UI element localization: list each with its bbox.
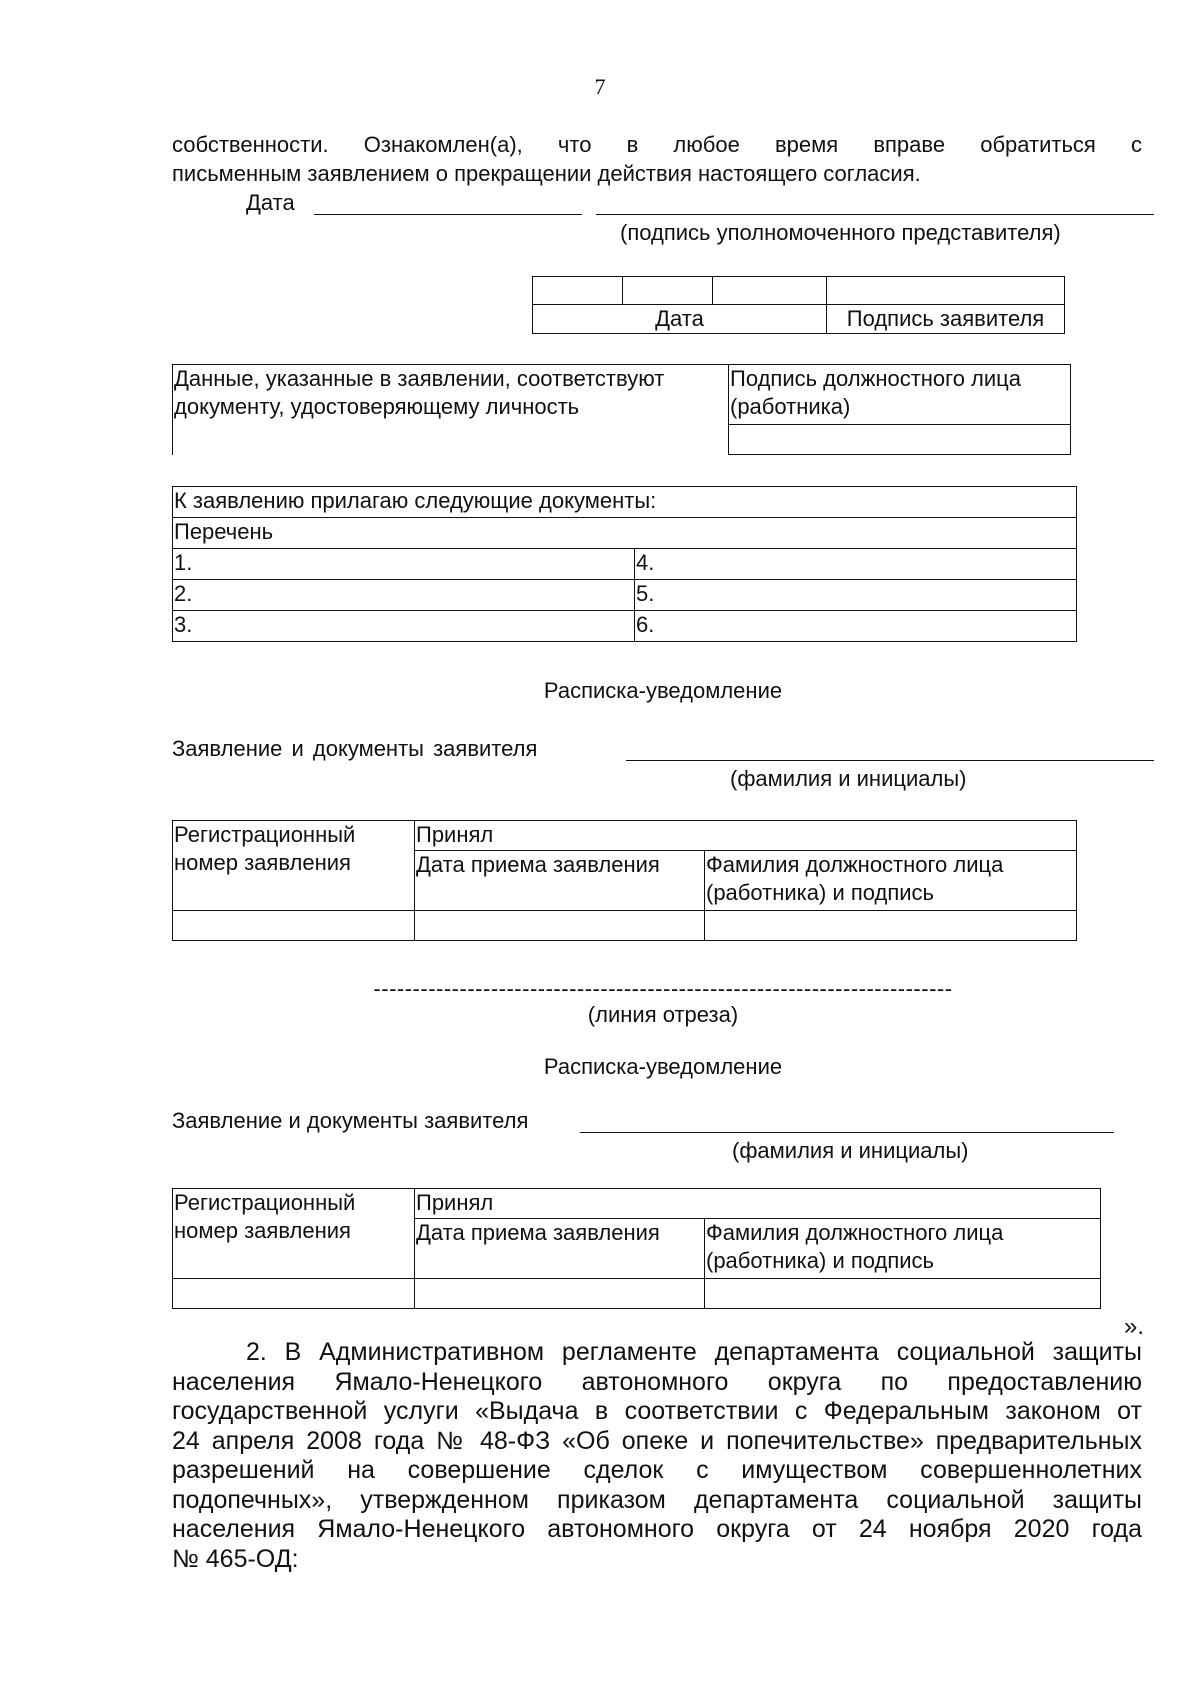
receipt-1-reg-number-line-1: Регистрационный: [174, 822, 356, 847]
receipt-1-official-line-1: Фамилия должностного лица: [706, 852, 1004, 877]
document-item-6[interactable]: 6.: [635, 611, 1077, 642]
paragraph-2-line-2: населения Ямало-Ненецкого автономного округа по предоставлению: [172, 1367, 1142, 1396]
date-line[interactable]: [314, 214, 582, 215]
documents-header-cell: К заявлению прилагаю следующие документы:: [173, 487, 1077, 518]
paragraph-2-line-4: 24 апреля 2008 года № 48-ФЗ «Об опеке и попечительстве» предварительных: [172, 1426, 1142, 1455]
receipt-2-reg-number-label-cell: [173, 1189, 415, 1279]
receipt-2-table: [172, 1188, 1101, 1309]
receipt-1-title: Расписка-уведомление: [543, 678, 783, 703]
cut-line-dashes: --------------------------------------------------------------------------: [373, 976, 953, 1001]
paragraph-2-line-6: подопечных», утвержденном приказом департамента социальной защиты: [172, 1485, 1142, 1514]
page-number: 7: [594, 74, 606, 99]
receipt-2-reg-number-cell[interactable]: [173, 1279, 415, 1309]
official-signature-line-2: (работника): [730, 394, 851, 419]
date-year-cell[interactable]: [713, 277, 827, 305]
receipt-2-accepted-cell: Принял: [415, 1189, 1101, 1219]
receipt-2-name-line[interactable]: [580, 1132, 1114, 1133]
receipt-2-date-cell[interactable]: [415, 1279, 705, 1309]
receipt-1-reg-number-label-cell: [173, 821, 415, 911]
date-label: Дата: [246, 190, 295, 215]
paragraph-2-line-5: разрешений на совершение сделок с имуществом совершеннолетних: [172, 1456, 1142, 1484]
receipt-1-date-cell[interactable]: [415, 911, 705, 941]
attached-documents-table: [172, 486, 1077, 642]
official-signature-label-cell: [729, 365, 1071, 425]
date-caption-cell: Дата: [533, 305, 827, 334]
receipt-1-reg-number-cell[interactable]: [173, 911, 415, 941]
receipt-2-reg-number-line-1: Регистрационный: [174, 1190, 356, 1215]
paragraph-2-line-1: 2. В Административном регламенте департамента социальной защиты: [246, 1338, 1142, 1366]
receipt-1-accepted-cell: Принял: [415, 821, 1077, 851]
receipt-1-official-label-cell: [705, 851, 1077, 911]
document-item-2[interactable]: 2.: [173, 580, 635, 611]
receipt-2-official-cell[interactable]: [705, 1279, 1101, 1309]
official-signature-cell[interactable]: [729, 425, 1071, 455]
official-signature-line-1: Подпись должностного лица: [730, 366, 1022, 391]
cut-line-caption: (линия отреза): [587, 1002, 739, 1027]
date-month-cell[interactable]: [623, 277, 713, 305]
verification-statement-line-1: Данные, указанные в заявлении, соответствуют: [174, 366, 665, 391]
receipt-1-applicant-label: Заявление и документы заявителя: [172, 736, 538, 761]
applicant-signature-caption-cell: Подпись заявителя: [827, 305, 1065, 334]
receipt-1-official-cell[interactable]: [705, 911, 1077, 941]
receipt-2-applicant-label: Заявление и документы заявителя: [172, 1108, 529, 1133]
applicant-signature-cell[interactable]: [827, 277, 1065, 305]
consent-text-line-1: собственности. Ознакомлен(а), что в любое время вправе обратиться с: [172, 132, 1142, 157]
verification-statement-line-2: документу, удостоверяющему личность: [174, 394, 580, 419]
documents-list-label-cell: Перечень: [173, 518, 1077, 549]
identity-verification-table: [172, 364, 1071, 455]
representative-signature-caption: (подпись уполномоченного представителя): [620, 220, 1061, 245]
paragraph-2-line-3: государственной услуги «Выдача в соответствии с Федеральным законом от: [172, 1397, 1142, 1425]
document-item-1[interactable]: 1.: [173, 549, 635, 580]
receipt-1-official-line-2: (работника) и подпись: [706, 880, 935, 905]
receipt-2-official-label-cell: [705, 1219, 1101, 1279]
date-day-cell[interactable]: [533, 277, 623, 305]
receipt-1-table: [172, 820, 1077, 941]
receipt-1-reg-number-line-2: номер заявления: [174, 850, 351, 875]
receipt-2-name-caption: (фамилия и инициалы): [732, 1138, 969, 1163]
paragraph-2-line-8: № 465-ОД:: [172, 1544, 299, 1573]
consent-text-line-2: письменным заявлением о прекращении действия настоящего согласия.: [172, 161, 921, 186]
document-item-4[interactable]: 4.: [635, 549, 1077, 580]
paragraph-2-line-7: населения Ямало-Ненецкого автономного округа от 24 ноября 2020 года: [172, 1515, 1142, 1543]
verification-statement-cell: [173, 365, 729, 455]
representative-signature-line[interactable]: [596, 214, 1154, 215]
receipt-1-date-received-cell: Дата приема заявления: [415, 851, 705, 911]
date-signature-table: [532, 276, 1065, 334]
receipt-2-reg-number-line-2: номер заявления: [174, 1218, 351, 1243]
closing-quote: ».: [1124, 1313, 1145, 1340]
paragraph-2: [172, 1338, 1142, 1574]
document-item-5[interactable]: 5.: [635, 580, 1077, 611]
receipt-2-title: Расписка-уведомление: [543, 1054, 783, 1079]
receipt-2-date-received-cell: Дата приема заявления: [415, 1219, 705, 1279]
receipt-2-official-line-1: Фамилия должностного лица: [706, 1220, 1004, 1245]
document-item-3[interactable]: 3.: [173, 611, 635, 642]
receipt-1-name-caption: (фамилия и инициалы): [730, 766, 967, 791]
receipt-1-name-line[interactable]: [626, 760, 1154, 761]
receipt-2-official-line-2: (работника) и подпись: [706, 1248, 935, 1273]
